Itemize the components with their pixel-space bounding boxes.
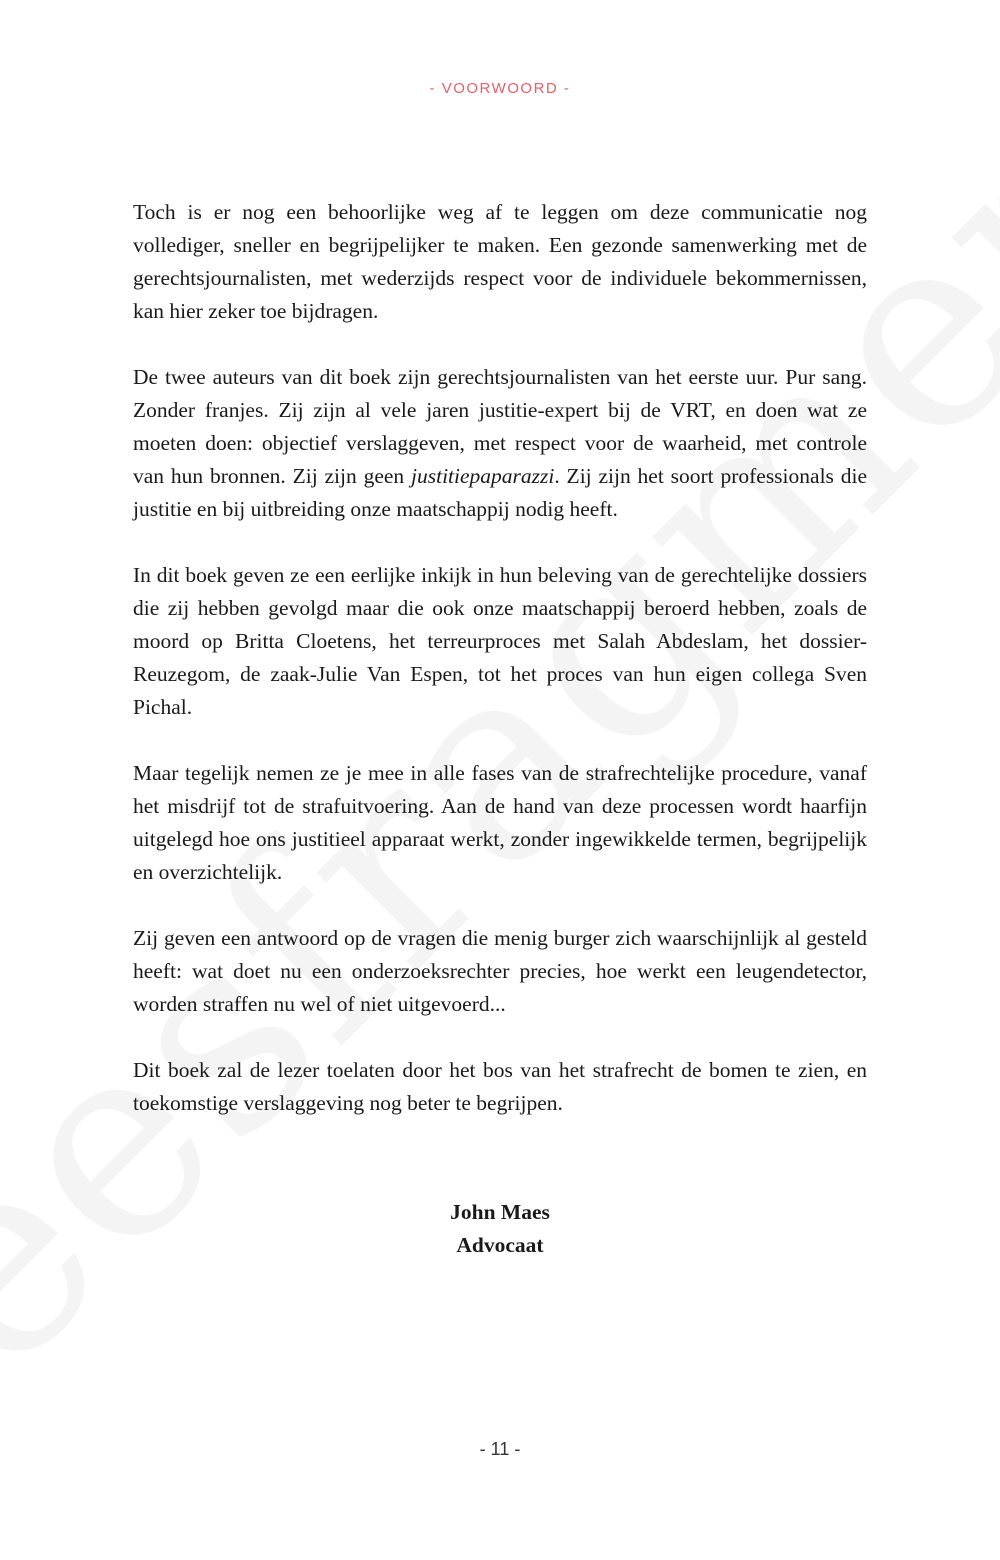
signature-block [0, 1196, 1000, 1262]
paragraph: Zij geven een antwoord op de vragen die menig burger zich waarschijnlijk al gesteld heeft: wat doet nu een onderzoeksrechter precies, hoe werkt een leugendetector, worden straffen nu wel of niet uitgevoerd... [133, 926, 867, 1016]
paragraph-text: . Zij zijn het soort professionals die justitie en bij uitbreiding onze maatschappij nodig heeft. [133, 464, 867, 521]
page-number: - 11 - [479, 1439, 521, 1459]
italic-term: justitiepaparazzi [411, 464, 555, 488]
paragraph [133, 361, 867, 526]
paragraph: Maar tegelijk nemen ze je mee in alle fases van de strafrechtelijke procedure, vanaf het misdrijf tot de strafuitvoering. Aan de hand van deze processen wordt haarfijn uitgelegd hoe ons justitieel apparaat werkt, zonder ingewikkelde termen, begrijpelijk en overzichtelijk. [133, 761, 867, 884]
paragraph-text: De twee auteurs van dit boek zijn gerechtsjournalisten van het eerste uur. Pur sang. Zonder franjes. Zij zijn al vele jaren justitie-expert bij de VRT, en doen wat ze moeten doen: objectief verslaggeven, met respect voor de waarheid, met controle van hun bronnen. Zij zijn geen [133, 365, 867, 488]
running-head: - VOORWOORD - [429, 80, 571, 97]
paragraph: Dit boek zal de lezer toelaten door het bos van het strafrecht de bomen te zien, en toekomstige verslaggeving nog beter te begrijpen. [133, 1058, 867, 1115]
signature-role: Advocaat [456, 1233, 544, 1257]
paragraph: Toch is er nog een behoorlijke weg af te leggen om deze communicatie nog vollediger, sneller en begrijpelijker te maken. Een gezonde samenwerking met de gerechtsjournalisten, met wederzijds respect voor de individuele bekommernissen, kan hier zeker toe bijdragen. [133, 200, 867, 323]
signature-name: John Maes [450, 1200, 550, 1224]
paragraph: In dit boek geven ze een eerlijke inkijk in hun beleving van de gerechtelijke dossiers die zij hebben gevolgd maar die ook onze maatschappij beroerd hebben, zoals de moord op Britta Cloetens, het terreurproces met Salah Abdeslam, het dossier-Reuzegom, de zaak-Julie Van Espen, tot het proces van hun eigen collega Sven Pichal. [133, 563, 867, 719]
body-text [133, 196, 867, 1120]
